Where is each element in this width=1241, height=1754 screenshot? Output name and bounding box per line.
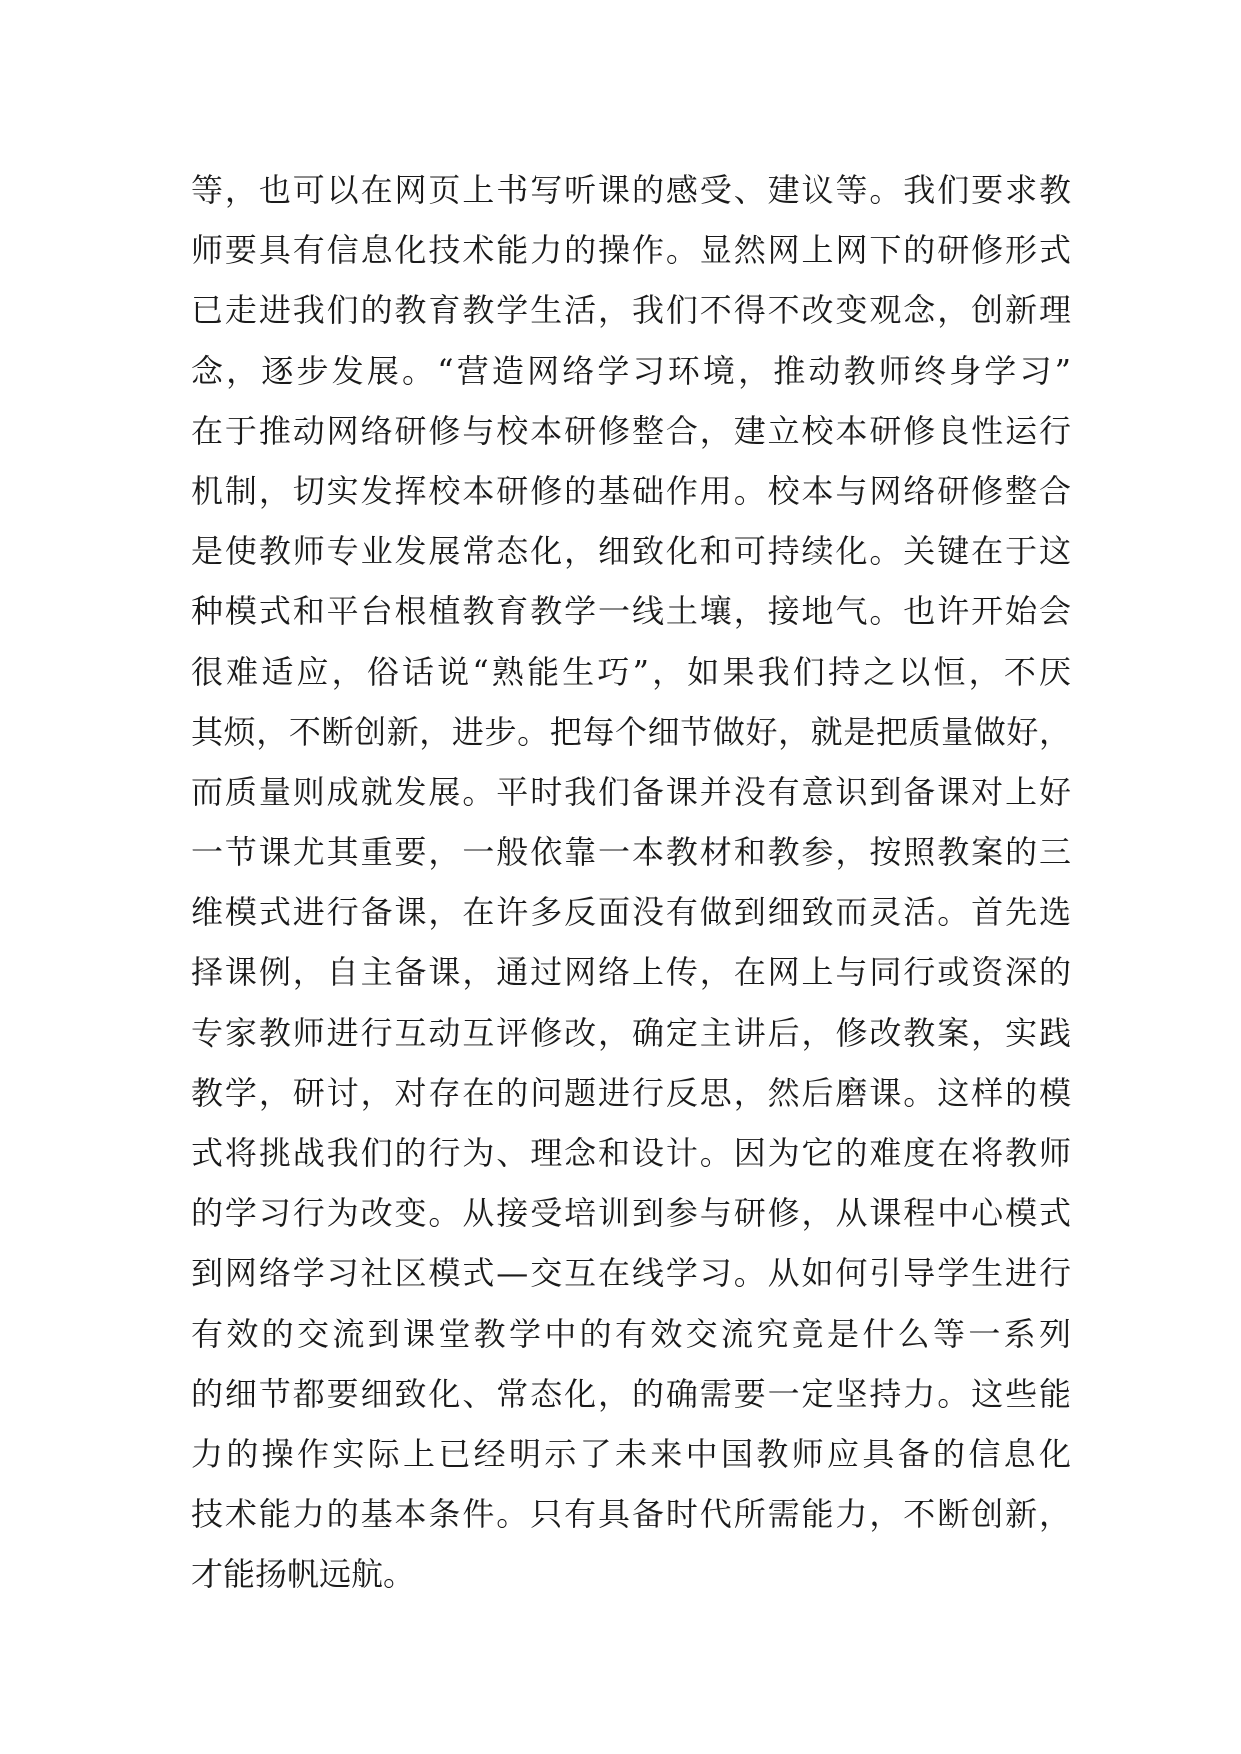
text-line-13: 维模式进行备课，在许多反面没有做到细致而灵活。首先选 bbox=[191, 893, 1071, 932]
text-line-23: 技术能力的基本条件。只有具备时代所需能力，不断创新， bbox=[191, 1495, 1071, 1534]
body-paragraph bbox=[191, 160, 1071, 1605]
text-line-8: 种模式和平台根植教育教学一线土壤，接地气。也许开始会 bbox=[191, 592, 1071, 631]
text-line-1: 等，也可以在网页上书写听课的感受、建议等。我们要求教 bbox=[191, 171, 1071, 209]
text-line-16: 教学，研讨，对存在的问题进行反思，然后磨课。这样的模 bbox=[191, 1073, 1071, 1112]
text-line-17: 式将挑战我们的行为、理念和设计。因为它的难度在将教师 bbox=[191, 1134, 1071, 1172]
text-line-4: 念，逐步发展。“营造网络学习环境，推动教师终身学习” bbox=[191, 351, 1071, 390]
text-line-18: 的学习行为改变。从接受培训到参与研修，从课程中心模式 bbox=[191, 1194, 1071, 1233]
text-line-22: 力的操作实际上已经明示了未来中国教师应具备的信息化 bbox=[191, 1434, 1071, 1473]
text-line-19: 到网络学习社区模式—交互在线学习。从如何引导学生进行 bbox=[191, 1254, 1071, 1293]
text-line-9: 很难适应，俗话说“熟能生巧”，如果我们持之以恒，不厌 bbox=[191, 652, 1071, 691]
text-line-6: 机制，切实发挥校本研修的基础作用。校本与网络研修整合 bbox=[191, 471, 1071, 510]
text-line-20: 有效的交流到课堂教学中的有效交流究竟是什么等一系列 bbox=[191, 1314, 1071, 1353]
text-line-5: 在于推动网络研修与校本研修整合，建立校本研修良性运行 bbox=[191, 411, 1071, 450]
text-line-11: 而质量则成就发展。平时我们备课并没有意识到备课对上好 bbox=[191, 772, 1071, 811]
text-line-14: 择课例，自主备课，通过网络上传，在网上与同行或资深的 bbox=[191, 953, 1071, 992]
text-line-3: 已走进我们的教育教学生活，我们不得不改变观念，创新理 bbox=[191, 291, 1071, 330]
text-line-12: 一节课尤其重要，一般依靠一本教材和教参，按照教案的三 bbox=[191, 833, 1071, 872]
text-line-7: 是使教师专业发展常态化，细致化和可持续化。关键在于这 bbox=[191, 532, 1071, 571]
text-line-15: 专家教师进行互动互评修改，确定主讲后，修改教案，实践 bbox=[191, 1013, 1071, 1052]
text-line-21: 的细节都要细致化、常态化，的确需要一定坚持力。这些能 bbox=[191, 1374, 1071, 1413]
text-line-24: 才能扬帆远航。 bbox=[191, 1555, 416, 1594]
text-line-10: 其烦，不断创新，进步。把每个细节做好，就是把质量做好， bbox=[191, 712, 1071, 751]
text-line-2: 师要具有信息化技术能力的操作。显然网上网下的研修形式 bbox=[191, 231, 1071, 270]
